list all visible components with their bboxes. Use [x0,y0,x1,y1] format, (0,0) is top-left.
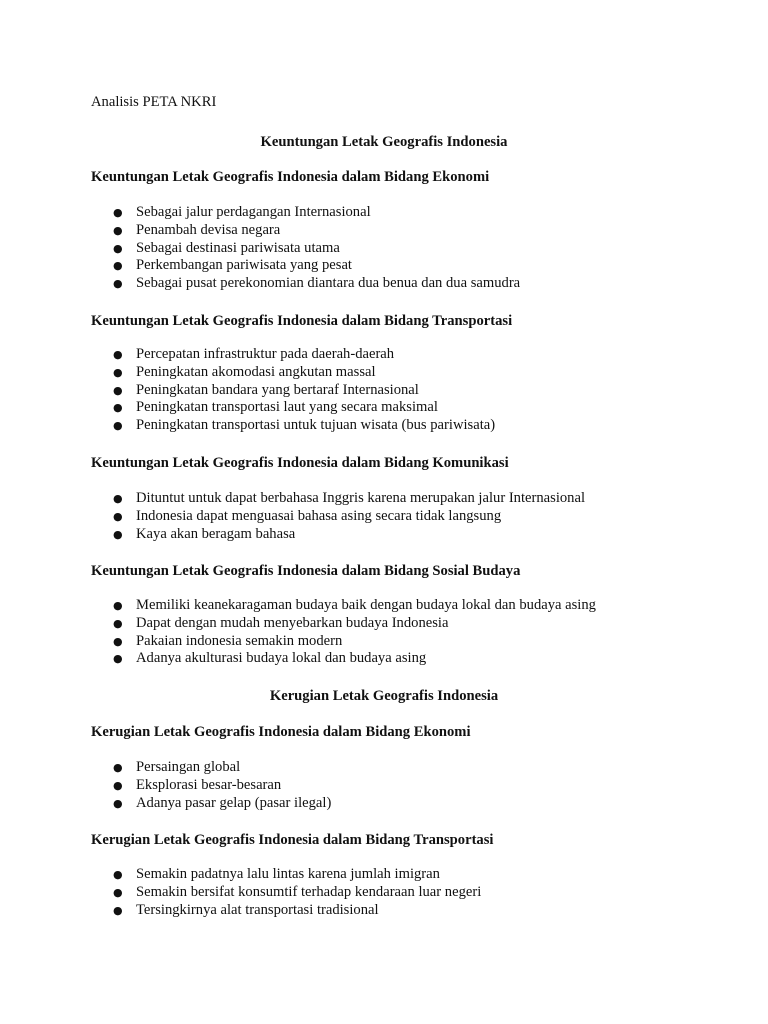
bullet-icon: ● [113,616,123,630]
bullet-icon: ● [113,509,123,523]
bullet-icon: ● [113,419,123,433]
bullet-icon: ● [113,868,123,881]
bullet-icon: ● [113,241,123,255]
bullet-icon: ● [113,206,123,219]
list-item: ● Sebagai pusat perekonomian diantara dua benua dan dua samudra [113,275,521,292]
bullet-icon: ● [113,277,123,291]
bullet-icon: ● [113,652,123,666]
list-item: ● Pakaian indonesia semakin modern [113,632,343,649]
document-title: Analisis PETA NKRI [91,94,217,110]
section-heading-kerugian: Kerugian Letak Geografis Indonesia [269,688,499,704]
list-item: ● Perkembangan pariwisata yang pesat [113,257,352,274]
list-item: ● Semakin padatnya lalu lintas karena jumlah imigran [113,866,440,882]
bullet-icon: ● [113,259,123,273]
list-keuntungan-ekonomi [91,204,520,293]
bullet-icon: ● [113,634,123,648]
list-item: ● Memiliki keanekaragaman budaya baik dengan budaya lokal dan budaya asing [113,597,596,613]
list-keuntungan-komunikasi [91,490,585,543]
bullet-icon: ● [113,761,123,774]
list-item: ● Tersingkirnya alat transportasi tradisional [113,901,379,918]
list-item: ● Eksplorasi besar-besaran [113,776,282,793]
bullet-icon: ● [113,796,123,810]
list-item: ● Adanya akulturasi budaya lokal dan budaya asing [113,650,427,667]
bullet-icon: ● [113,599,123,612]
list-item: ● Peningkatan transportasi untuk tujuan wisata (bus pariwisata) [113,417,496,434]
bullet-icon: ● [113,885,123,899]
bullet-icon: ● [113,348,123,361]
list-item: ● Peningkatan transportasi laut yang secara maksimal [113,399,438,416]
list-item: ● Indonesia dapat menguasai bahasa asing secara tidak langsung [113,507,502,524]
subheading-kerugian-ekonomi: Kerugian Letak Geografis Indonesia dalam Bidang Ekonomi [91,724,471,740]
bullet-icon: ● [113,365,123,379]
list-kerugian-transportasi [91,866,481,919]
list-item: ● Percepatan infrastruktur pada daerah-daerah [113,346,395,362]
subheading-keuntungan-sosial-budaya: Keuntungan Letak Geografis Indonesia dalam Bidang Sosial Budaya [91,563,521,579]
list-item: ● Peningkatan akomodasi angkutan massal [113,363,376,380]
list-item: ● Adanya pasar gelap (pasar ilegal) [113,794,332,811]
bullet-icon: ● [113,492,123,505]
list-item: ● Kaya akan beragam bahasa [113,525,296,542]
list-item: ● Dituntut untuk dapat berbahasa Inggris karena merupakan jalur Internasional [113,490,586,506]
list-item: ● Persaingan global [113,759,241,775]
list-keuntungan-sosial-budaya [91,597,596,668]
subheading-keuntungan-transportasi: Keuntungan Letak Geografis Indonesia dalam Bidang Transportasi [91,313,513,329]
bullet-icon: ● [113,383,123,397]
bullet-icon: ● [113,401,123,415]
subheading-keuntungan-ekonomi: Keuntungan Letak Geografis Indonesia dalam Bidang Ekonomi [91,169,490,185]
list-item: ● Semakin bersifat konsumtif terhadap kendaraan luar negeri [113,883,482,900]
bullet-icon: ● [113,223,123,237]
list-item: ● Sebagai jalur perdagangan Internasional [113,204,371,220]
bullet-icon: ● [113,778,123,792]
section-heading-keuntungan: Keuntungan Letak Geografis Indonesia [260,134,508,150]
list-item: ● Peningkatan bandara yang bertaraf Internasional [113,381,419,398]
list-keuntungan-transportasi [91,346,495,435]
list-item: ● Sebagai destinasi pariwisata utama [113,239,340,256]
bullet-icon: ● [113,903,123,917]
list-item: ● Dapat dengan mudah menyebarkan budaya Indonesia [113,614,449,631]
subheading-keuntungan-komunikasi: Keuntungan Letak Geografis Indonesia dalam Bidang Komunikasi [91,455,509,471]
list-item: ● Penambah devisa negara [113,221,281,238]
subheading-kerugian-transportasi: Kerugian Letak Geografis Indonesia dalam Bidang Transportasi [91,832,494,848]
list-kerugian-ekonomi [91,759,331,812]
bullet-icon: ● [113,527,123,541]
